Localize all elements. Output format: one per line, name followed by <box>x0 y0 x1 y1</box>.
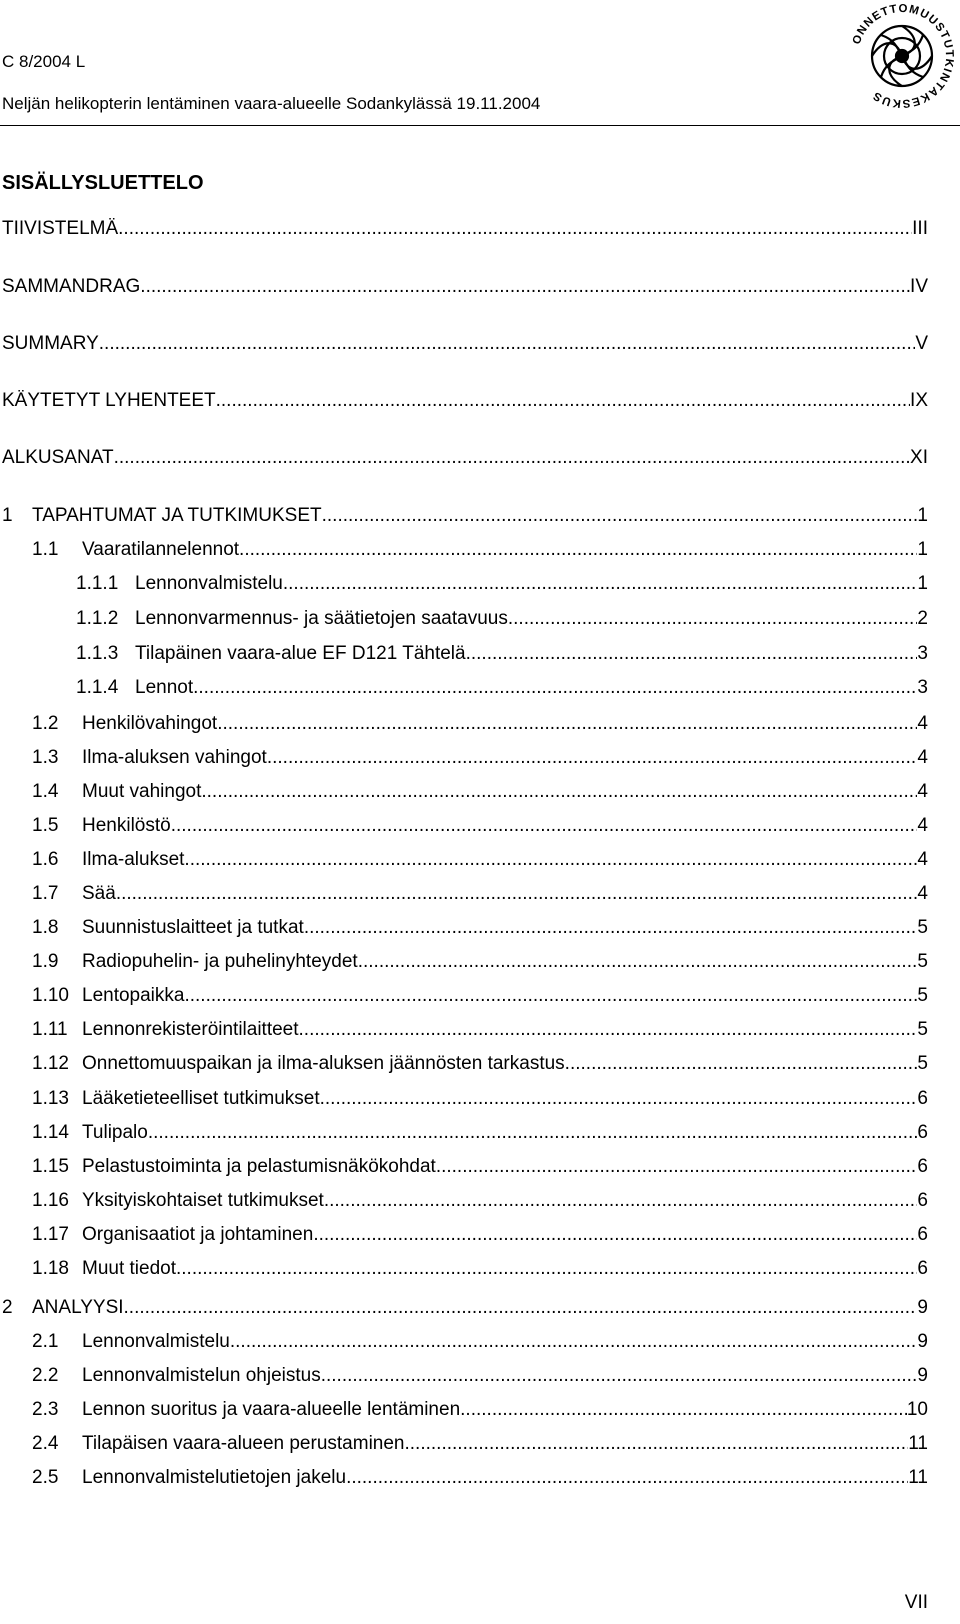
toc-entry[interactable] <box>0 951 960 975</box>
toc-entry-page: 6 <box>917 1088 928 1109</box>
toc-entry-leader <box>32 505 928 527</box>
toc-entry-label: Onnettomuuspaikan ja ilma-aluksen jäännösten tarkastus <box>82 1053 565 1074</box>
dot-leader <box>184 849 917 871</box>
toc-entry-page: 1 <box>917 539 928 560</box>
toc-entry-number: 1.15 <box>32 1156 69 1177</box>
toc-heading: SISÄLLYSLUETTELO <box>2 172 204 194</box>
dot-leader <box>466 643 918 665</box>
toc-entry-label: Lennon suoritus ja vaara-alueelle lentäminen <box>82 1399 461 1420</box>
dot-leader <box>216 390 910 412</box>
toc-entry-number: 2.1 <box>32 1331 59 1352</box>
toc-entry-label: Sää <box>82 883 116 904</box>
toc-entry-leader <box>135 573 928 595</box>
toc-entry-leader <box>82 1122 928 1144</box>
toc-entry-number: 1.3 <box>32 747 59 768</box>
toc-entry-label: Lennot <box>135 677 194 698</box>
toc-entry[interactable] <box>0 917 960 941</box>
dot-leader <box>201 781 917 803</box>
toc-entry[interactable] <box>0 505 960 529</box>
agency-logo <box>848 2 956 110</box>
toc-entry[interactable] <box>0 333 960 357</box>
dot-leader <box>176 1258 917 1280</box>
toc-entry-leader <box>82 1019 928 1041</box>
dot-leader <box>460 1399 907 1421</box>
dot-leader <box>148 1122 918 1144</box>
toc-entry[interactable] <box>0 608 960 632</box>
toc-entry-page: III <box>912 218 928 239</box>
toc-entry-leader <box>2 276 928 298</box>
toc-entry-label: Lennonvarmennus- ja säätietojen saatavuus <box>135 608 508 629</box>
toc-entry-label: Lennonrekisteröintilaitteet <box>82 1019 299 1040</box>
toc-entry-leader <box>82 1156 928 1178</box>
header-rule <box>0 125 960 126</box>
toc-entry[interactable] <box>0 883 960 907</box>
dot-leader <box>321 1365 918 1387</box>
toc-entry-number: 1.6 <box>32 849 59 870</box>
toc-entry-page: 11 <box>908 1433 928 1454</box>
dot-leader <box>565 1053 918 1075</box>
logo-ring-text: ONNETTOMUUSTUTKINTAKESKUS <box>850 2 956 110</box>
toc-entry-number: 1.4 <box>32 781 59 802</box>
toc-entry[interactable] <box>0 713 960 737</box>
toc-entry-page: IX <box>910 390 928 411</box>
toc-entry-label: ALKUSANAT <box>2 447 114 468</box>
toc-entry-page: 10 <box>906 1399 928 1420</box>
toc-entry-leader <box>82 1365 928 1387</box>
toc-entry-number: 2.5 <box>32 1467 59 1488</box>
toc-entry-number: 1 <box>2 505 13 526</box>
toc-entry-page: 2 <box>917 608 928 629</box>
toc-entry[interactable] <box>0 1258 960 1282</box>
toc-entry-page: 5 <box>917 985 928 1006</box>
toc-entry-page: 4 <box>917 883 928 904</box>
toc-entry-page: 4 <box>917 713 928 734</box>
toc-entry-label: Organisaatiot ja johtaminen <box>82 1224 314 1245</box>
toc-entry-page: 9 <box>917 1331 928 1352</box>
toc-entry-number: 1.18 <box>32 1258 69 1279</box>
toc-entry-label: Suunnistuslaitteet ja tutkat <box>82 917 304 938</box>
dot-leader <box>320 1088 918 1110</box>
toc-entry-leader <box>135 608 928 630</box>
toc-entry[interactable] <box>0 643 960 667</box>
toc-entry-page: 3 <box>917 643 928 664</box>
dot-leader <box>99 333 916 355</box>
toc-entry-page: 6 <box>917 1122 928 1143</box>
toc-entry-label: Henkilöstö <box>82 815 171 836</box>
toc-entry-page: 11 <box>908 1467 928 1488</box>
dot-leader <box>124 1297 918 1319</box>
toc-entry[interactable] <box>0 1122 960 1146</box>
toc-entry[interactable] <box>0 1019 960 1043</box>
toc-entry-label: Yksityiskohtaiset tutkimukset <box>82 1190 324 1211</box>
toc-entry-page: 4 <box>917 747 928 768</box>
toc-entry[interactable] <box>0 1399 960 1423</box>
toc-entry-leader <box>82 883 928 905</box>
toc-entry-label: ANALYYSI <box>32 1297 124 1318</box>
toc-entry-label: TAPAHTUMAT JA TUTKIMUKSET <box>32 505 322 526</box>
toc-entry[interactable] <box>0 1297 960 1321</box>
toc-entry[interactable] <box>0 276 960 300</box>
toc-entry[interactable] <box>0 539 960 563</box>
toc-entry-number: 1.1.4 <box>76 677 119 698</box>
toc-entry-number: 1.13 <box>32 1088 69 1109</box>
toc-entry-page: 4 <box>917 815 928 836</box>
toc-entry-leader <box>82 1258 928 1280</box>
toc-entry-label: Ilma-alukset <box>82 849 185 870</box>
toc-entry[interactable] <box>0 218 960 242</box>
toc-entry-leader <box>82 747 928 769</box>
toc-entry-leader <box>135 643 928 665</box>
toc-entry-page: 4 <box>917 781 928 802</box>
dot-leader <box>184 985 917 1007</box>
dot-leader <box>324 1190 918 1212</box>
dot-leader <box>239 539 917 561</box>
toc-entry-leader <box>82 951 928 973</box>
toc-entry-label: Tilapäisen vaara-alueen perustaminen <box>82 1433 405 1454</box>
toc-entry-leader <box>2 333 928 355</box>
toc-entry-leader <box>82 781 928 803</box>
dot-leader <box>171 815 918 837</box>
toc-entry-number: 1.1 <box>32 539 59 560</box>
document-code: C 8/2004 L <box>2 52 86 71</box>
toc-entry-leader <box>82 1399 928 1421</box>
toc-entry-page: 1 <box>917 505 928 526</box>
toc-entry-number: 1.1.2 <box>76 608 119 629</box>
toc-entry[interactable] <box>0 1053 960 1077</box>
toc-entry-label: Muut vahingot <box>82 781 202 802</box>
toc-entry-leader <box>82 1467 928 1489</box>
toc-entry-leader <box>82 1053 928 1075</box>
dot-leader <box>140 276 910 298</box>
toc-entry-page: 5 <box>917 1053 928 1074</box>
dot-leader <box>193 677 917 699</box>
toc-entry-label: Lennonvalmistelu <box>135 573 283 594</box>
toc-entry-page: 3 <box>917 677 928 698</box>
toc-entry-label: Lentopaikka <box>82 985 185 1006</box>
toc-entry-label: Lennonvalmistelun ohjeistus <box>82 1365 321 1386</box>
dot-leader <box>230 1331 918 1353</box>
toc-entry[interactable] <box>0 447 960 471</box>
dot-leader <box>304 917 918 939</box>
toc-entry-leader <box>82 1331 928 1353</box>
toc-entry-number: 1.14 <box>32 1122 69 1143</box>
toc-entry-label: Lennonvalmistelutietojen jakelu <box>82 1467 347 1488</box>
toc-entry-label: TIIVISTELMÄ <box>2 218 119 239</box>
toc-entry[interactable] <box>0 390 960 414</box>
toc-entry-number: 2 <box>2 1297 13 1318</box>
toc-entry-label: KÄYTETYT LYHENTEET <box>2 390 216 411</box>
dot-leader <box>313 1224 917 1246</box>
toc-entry-page: 6 <box>917 1224 928 1245</box>
toc-entry-label: Henkilövahingot <box>82 713 218 734</box>
toc-entry-number: 1.7 <box>32 883 59 904</box>
dot-leader <box>508 608 918 630</box>
toc-entry[interactable] <box>0 985 960 1009</box>
toc-entry-leader <box>82 985 928 1007</box>
toc-entry-label: SAMMANDRAG <box>2 276 141 297</box>
toc-entry-number: 1.5 <box>32 815 59 836</box>
toc-entry-leader <box>82 917 928 939</box>
toc-entry-page: 5 <box>917 951 928 972</box>
toc-entry[interactable] <box>0 1088 960 1112</box>
toc-entry-leader <box>82 1433 928 1455</box>
toc-entry-number: 1.10 <box>32 985 69 1006</box>
toc-entry-number: 1.8 <box>32 917 59 938</box>
toc-entry-leader <box>82 849 928 871</box>
toc-entry-page: 6 <box>917 1258 928 1279</box>
toc-entry[interactable] <box>0 1224 960 1248</box>
dot-leader <box>436 1156 918 1178</box>
toc-entry[interactable] <box>0 815 960 839</box>
toc-entry-number: 1.11 <box>32 1019 68 1040</box>
toc-entry-label: Muut tiedot <box>82 1258 176 1279</box>
toc-entry-leader <box>82 539 928 561</box>
toc-entry-leader <box>82 815 928 837</box>
toc-entry-number: 1.17 <box>32 1224 69 1245</box>
toc-entry-number: 1.16 <box>32 1190 69 1211</box>
toc-entry[interactable] <box>0 573 960 597</box>
dot-leader <box>217 713 917 735</box>
toc-entry-page: 6 <box>917 1190 928 1211</box>
toc-entry-number: 2.4 <box>32 1433 59 1454</box>
toc-entry-number: 1.1.3 <box>76 643 119 664</box>
toc-entry[interactable] <box>0 1331 960 1355</box>
dot-leader <box>116 883 918 905</box>
toc-entry-page: 5 <box>917 917 928 938</box>
toc-entry-page: 5 <box>917 1019 928 1040</box>
dot-leader <box>299 1019 918 1041</box>
toc-entry[interactable] <box>0 1365 960 1389</box>
toc-entry-leader <box>82 1190 928 1212</box>
dot-leader <box>114 447 910 469</box>
toc-entry[interactable] <box>0 1467 960 1491</box>
toc-entry[interactable] <box>0 781 960 805</box>
toc-entry-number: 1.9 <box>32 951 59 972</box>
toc-entry[interactable] <box>0 1433 960 1457</box>
dot-leader <box>118 218 912 240</box>
toc-entry-number: 2.3 <box>32 1399 59 1420</box>
toc-entry-leader <box>2 390 928 412</box>
toc-entry-page: 4 <box>917 849 928 870</box>
toc-entry-leader <box>2 447 928 469</box>
toc-entry-number: 1.12 <box>32 1053 69 1074</box>
toc-entry-page: 9 <box>917 1297 928 1318</box>
toc-entry-label: SUMMARY <box>2 333 99 354</box>
toc-entry-number: 1.2 <box>32 713 59 734</box>
toc-entry[interactable] <box>0 1156 960 1180</box>
dot-leader <box>283 573 918 595</box>
toc-entry-label: Ilma-aluksen vahingot <box>82 747 267 768</box>
toc-entry-label: Vaaratilannelennot <box>82 539 240 560</box>
toc-entry-page: IV <box>910 276 928 297</box>
toc-entry-leader <box>2 218 928 240</box>
toc-entry-leader <box>135 677 928 699</box>
toc-entry[interactable] <box>0 1190 960 1214</box>
toc-entry-page: V <box>915 333 928 354</box>
toc-entry-number: 1.1.1 <box>76 573 119 594</box>
toc-entry-number: 2.2 <box>32 1365 59 1386</box>
dot-leader <box>267 747 918 769</box>
toc-entry[interactable] <box>0 677 960 701</box>
toc-entry-label: Lennonvalmistelu <box>82 1331 230 1352</box>
toc-entry-page: XI <box>910 447 928 468</box>
dot-leader <box>346 1467 908 1489</box>
toc-entry-leader <box>32 1297 928 1319</box>
toc-entry-leader <box>82 1088 928 1110</box>
dot-leader <box>322 505 918 527</box>
toc-entry-page: 1 <box>917 573 928 594</box>
toc-entry-label: Tilapäinen vaara-alue EF D121 Tähtelä <box>135 643 466 664</box>
toc-entry-label: Radiopuhelin- ja puhelinyhteydet <box>82 951 358 972</box>
toc-entry-page: 6 <box>917 1156 928 1177</box>
dot-leader <box>405 1433 909 1455</box>
logo-swirl <box>872 26 932 86</box>
toc-entry-page: 9 <box>917 1365 928 1386</box>
toc-entry-leader <box>82 1224 928 1246</box>
toc-entry-label: Lääketieteelliset tutkimukset <box>82 1088 320 1109</box>
page-number: VII <box>904 1592 928 1613</box>
dot-leader <box>358 951 918 973</box>
toc-entry-label: Tulipalo <box>82 1122 148 1143</box>
toc-entry-label: Pelastustoiminta ja pelastumisnäkökohdat <box>82 1156 436 1177</box>
toc-entry-leader <box>82 713 928 735</box>
document-title: Neljän helikopterin lentäminen vaara-alueelle Sodankylässä 19.11.2004 <box>2 94 541 113</box>
toc-entry[interactable] <box>0 849 960 873</box>
toc-entry[interactable] <box>0 747 960 771</box>
